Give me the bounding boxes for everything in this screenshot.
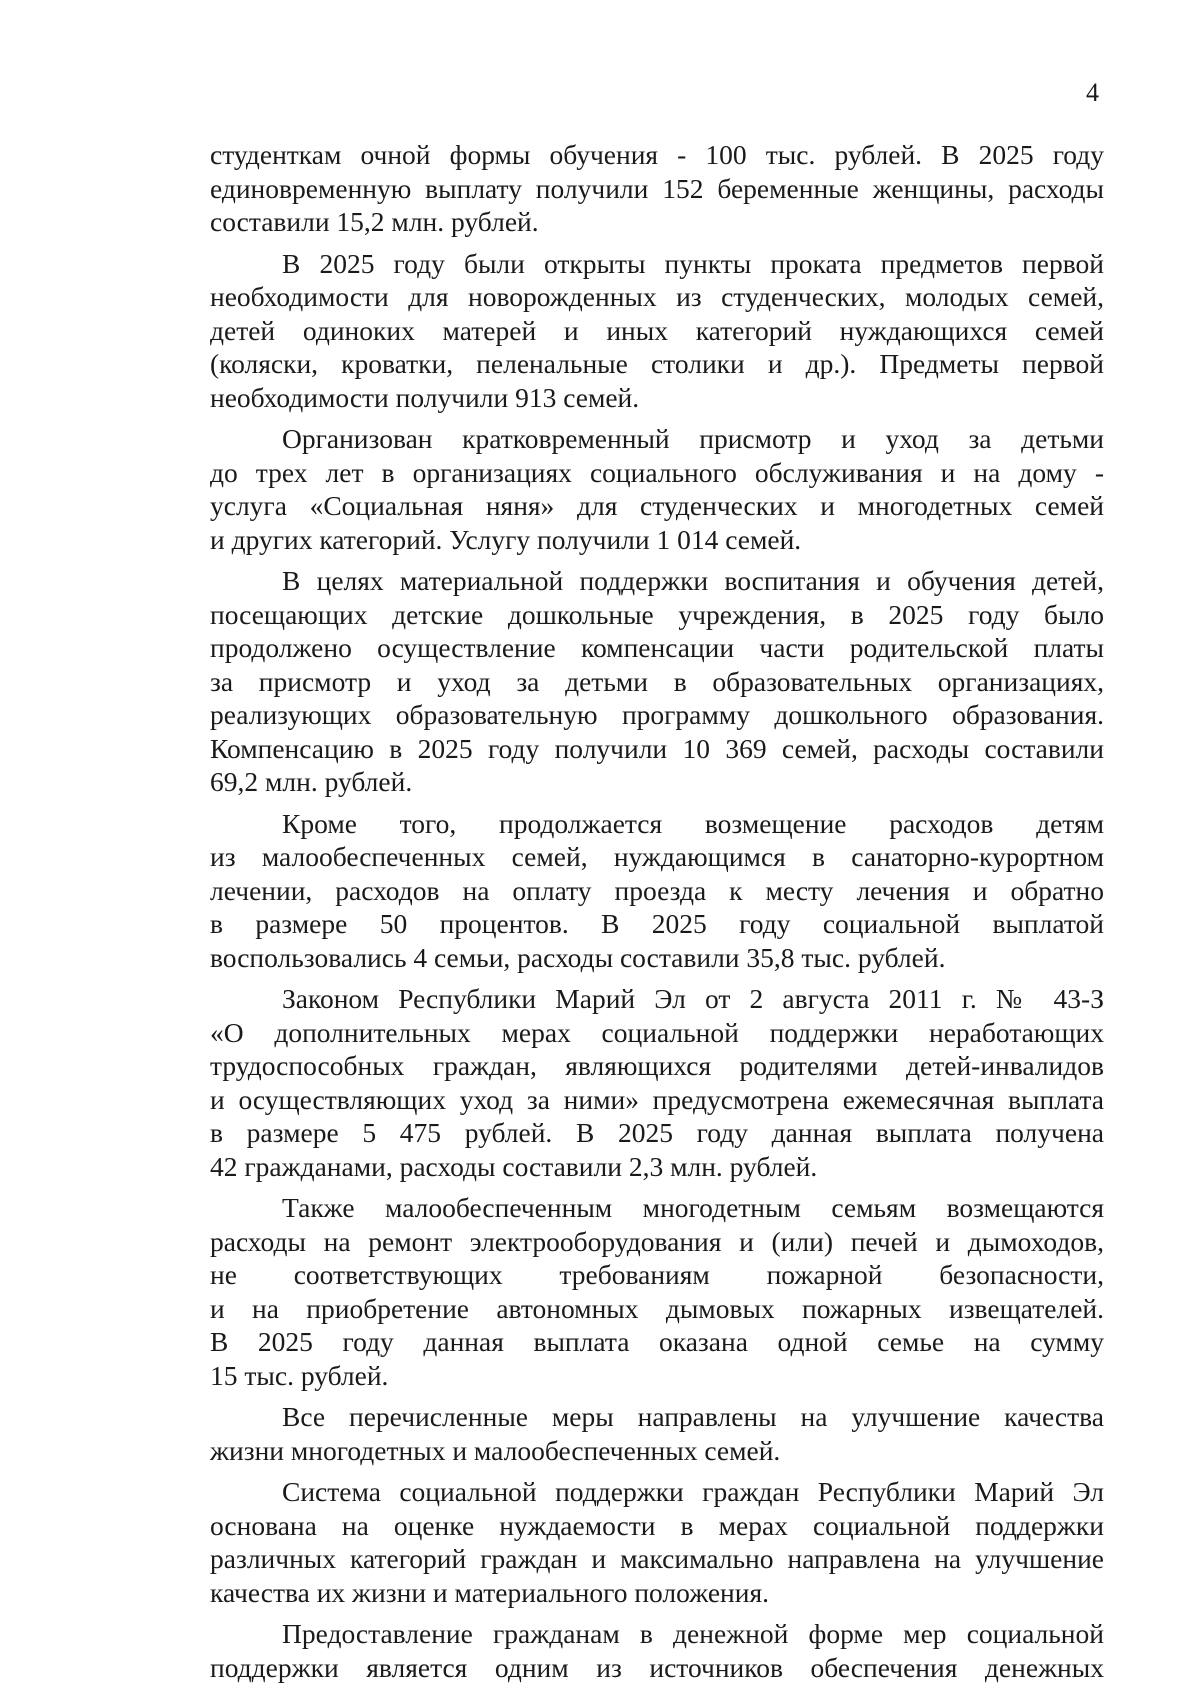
paragraph-line: детей одиноких матерей и иных категорий нуждающихся семей — [210, 314, 1104, 346]
paragraph-line: не соответствующих требованиям пожарной безопасности, — [210, 1259, 1104, 1290]
paragraph-line: 69,2 млн. рублей. — [210, 766, 413, 797]
paragraph-line: Кроме того, продолжается возмещение расходов детям — [282, 807, 1104, 839]
paragraph-line: жизни многодетных и малообеспеченных семей. — [210, 1434, 781, 1466]
paragraph-line: В 2025 году были открыты пункты проката предметов первой — [282, 247, 1104, 279]
paragraph-line: в размере 5 475 рублей. В 2025 году данная выплата получена — [210, 1117, 1104, 1148]
paragraph-line: из малообеспеченных семей, нуждающимся в санаторно-курортном — [210, 841, 1104, 872]
paragraph — [210, 1475, 1104, 1609]
paragraph-line: трудоспособных граждан, являющихся родителями детей-инвалидов — [210, 1050, 1104, 1081]
paragraph-line: «О дополнительных мерах социальной поддержки неработающих — [210, 1016, 1104, 1048]
page-number: 4 — [1086, 78, 1099, 107]
paragraph-line: необходимости для новорожденных из студенческих, молодых семей, — [210, 281, 1104, 312]
paragraph — [210, 247, 1104, 415]
paragraph-line: воспользовались 4 семьи, расходы составили 35,8 тыс. рублей. — [210, 941, 946, 973]
paragraph-line: лечении, расходов на оплату проезда к месту лечения и обратно — [210, 874, 1104, 906]
paragraph-line: в размере 50 процентов. В 2025 году социальной выплатой — [210, 908, 1104, 939]
paragraph-line: реализующих образовательную программу дошкольного образования. — [210, 699, 1104, 730]
paragraph-line: студенткам очной формы обучения - 100 тыс. рублей. В 2025 году — [210, 139, 1104, 170]
document-body — [210, 138, 1104, 1692]
paragraph — [210, 1400, 1104, 1467]
paragraph-line: различных категорий граждан и максимально направлена на улучшение — [210, 1543, 1104, 1574]
paragraph — [210, 564, 1104, 799]
paragraph — [210, 422, 1104, 556]
paragraph-line: 15 тыс. рублей. — [210, 1359, 389, 1391]
paragraph-line: и на приобретение автономных дымовых пожарных извещателей. — [210, 1292, 1104, 1324]
paragraph-line: В целях материальной поддержки воспитания и обучения детей, — [282, 565, 1104, 596]
paragraph-line: необходимости получили 913 семей. — [210, 381, 640, 413]
paragraph-line: В 2025 году данная выплата оказана одной семье на сумму — [210, 1326, 1104, 1357]
paragraph-line: качества их жизни и материального положения. — [210, 1576, 770, 1608]
paragraph-line: услуга «Социальная няня» для студенческих и многодетных семей — [210, 490, 1104, 521]
paragraph — [210, 982, 1104, 1183]
paragraph — [210, 138, 1104, 239]
paragraph-line: посещающих детские дошкольные учреждения, в 2025 году было — [210, 598, 1104, 630]
paragraph-line: до трех лет в организациях социального обслуживания и на дому - — [210, 456, 1104, 488]
paragraph-line: и других категорий. Услугу получили 1 014 семей. — [210, 523, 802, 555]
paragraph-line: Система социальной поддержки граждан Республики Марий Эл — [282, 1476, 1104, 1507]
paragraph — [210, 807, 1104, 975]
paragraph-line: расходы на ремонт электрооборудования и (или) печей и дымоходов, — [210, 1225, 1104, 1257]
paragraph-line: Также малообеспеченным многодетным семьям возмещаются — [282, 1192, 1104, 1223]
paragraph — [210, 1191, 1104, 1392]
paragraph-line: основана на оценке нуждаемости в мерах социальной поддержки — [210, 1509, 1104, 1541]
paragraph — [210, 1617, 1104, 1684]
paragraph-line: Предоставление гражданам в денежной форме мер социальной — [282, 1618, 1104, 1649]
paragraph-line: за присмотр и уход за детьми в образовательных организациях, — [210, 665, 1104, 697]
paragraph-line: поддержки является одним из источников обеспечения денежных — [210, 1651, 1104, 1683]
paragraph-line: Компенсацию в 2025 году получили 10 369 семей, расходы составили — [210, 732, 1104, 764]
paragraph-line: единовременную выплату получили 152 беременные женщины, расходы — [210, 172, 1104, 204]
paragraph-line: Все перечисленные меры направлены на улучшение качества — [282, 1401, 1104, 1432]
paragraph-line: 42 гражданами, расходы составили 2,3 млн. рублей. — [210, 1150, 818, 1182]
paragraph-line: продолжено осуществление компенсации части родительской платы — [210, 632, 1104, 663]
paragraph-line: составили 15,2 млн. рублей. — [210, 206, 539, 237]
paragraph-line: Организован кратковременный присмотр и уход за детьми — [282, 423, 1104, 454]
paragraph-line: Законом Республики Марий Эл от 2 августа 2011 г. № 43-З — [282, 983, 1104, 1014]
paragraph-line: (коляски, кроватки, пеленальные столики и др.). Предметы первой — [210, 348, 1104, 379]
paragraph-line: и осуществляющих уход за ними» предусмотрена ежемесячная выплата — [210, 1083, 1104, 1115]
